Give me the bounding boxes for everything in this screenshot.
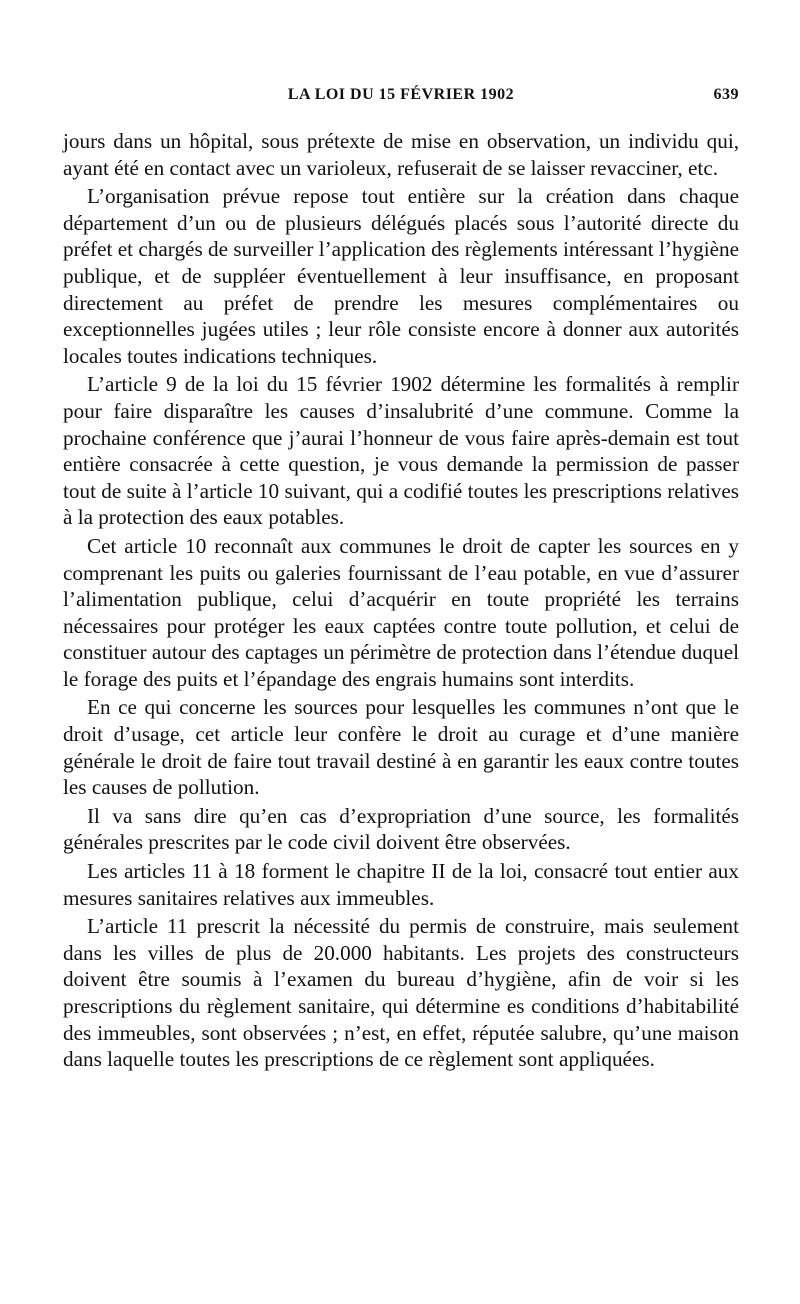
paragraph-article-11: L’article 11 prescrit la nécessité du permis de construire, mais seulement dans les villes de plus de 20.000 habitants. Les projets des constructeurs doivent être soumis à l’examen du bureau d’hygiène, afin de voir si les prescriptions du règlement sanitaire, qui détermine es conditions d’habitabilité des immeubles, sont observées ; n’est, en effet, réputée salubre, qu’une maison dans laquelle toutes les prescriptions de ce règlement sont appliquées. bbox=[63, 914, 739, 1072]
paragraph-chapitre-2: Les articles 11 à 18 forment le chapitre II de la loi, consacré tout entier aux mesures sanitaires relatives aux immeubles. bbox=[63, 859, 739, 910]
paragraph-article-10: Cet article 10 reconnaît aux communes le droit de capter les sources en y comprenant les puits ou galeries fournissant de l’eau potable, en vue d’assurer l’alimentation publique, celui d’acquérir en toute propriété les terrains nécessaires pour protéger les eaux captées contre toute pollution, et celui de constituer autour des captages un périmètre de protection dans l’étendue duquel le forage des puits et l’épandage des engrais humains sont interdits. bbox=[63, 533, 739, 691]
paragraph-expropriation: Il va sans dire qu’en cas d’expropriation d’une source, les formalités générales prescrites par le code civil doivent être observées. bbox=[63, 803, 739, 855]
paragraph-organisation: L’organisation prévue repose tout entière sur la création dans chaque département d’un ou de plusieurs délégués placés sous l’autorité directe du préfet et chargés de surveiller l’application des règlements intéressant l’hygiène publique, et de suppléer éventuellement à leur insuffisance, en proposant directement au préfet de prendre les mesures complémentaires ou exceptionnelles jugées utiles ; leur rôle consiste encore à donner aux autorités locales toutes indications techniques. bbox=[63, 184, 739, 368]
page-number: 639 bbox=[713, 86, 739, 103]
running-title: LA LOI DU 15 FÉVRIER 1902 bbox=[287, 86, 515, 103]
paragraph-sources-usage: En ce qui concerne les sources pour lesquelles les communes n’ont que le droit d’usage, cet article leur confère le droit au curage et d’une manière générale le droit de faire tout travail destiné à en garantir les eaux contre toutes les causes de pollution. bbox=[63, 695, 739, 800]
paragraph-article-9: L’article 9 de la loi du 15 février 1902 détermine les formalités à remplir pour faire disparaître les causes d’insalubrité d’une commune. Comme la prochaine conférence que j’aurai l’honneur de vous faire après-demain est tout entière consacrée à cette question, je vous demande la permission de passer tout de suite à l’article 10 suivant, qui a codifié toutes les prescriptions relatives à la protection des eaux potables. bbox=[63, 372, 739, 530]
paragraph-continuation: jours dans un hôpital, sous prétexte de mise en observation, un individu qui, ayant été en contact avec un varioleux, refuserait de se laisser revacciner, etc. bbox=[63, 129, 739, 180]
document-page bbox=[63, 86, 739, 1075]
body-text bbox=[63, 128, 739, 1073]
running-header bbox=[63, 86, 739, 114]
